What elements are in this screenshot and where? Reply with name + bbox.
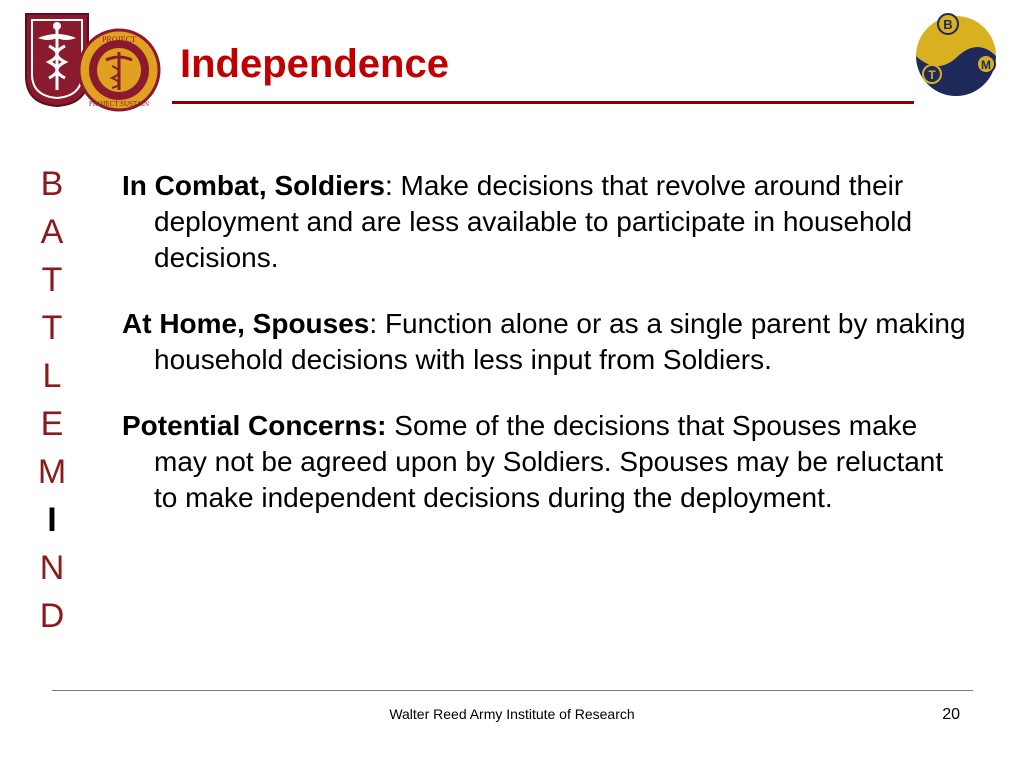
acronym-letter: L [42, 357, 62, 395]
slide-body [122, 168, 972, 546]
svg-text:PROJECT SUSTAIN: PROJECT SUSTAIN [88, 100, 150, 108]
page-number: 20 [942, 706, 960, 723]
bullet-at-home-spouses [122, 306, 972, 378]
bullet-label: In Combat, Soldiers [122, 170, 385, 201]
svg-text:B: B [943, 17, 953, 32]
bullet-text: Some of the decisions that Spouses make may not be agreed upon by Soldiers. Spouses may be reluctant to make independent decisions during the deployment. [154, 410, 944, 513]
acronym-letter: M [37, 453, 67, 491]
bullet-label: At Home, Spouses [122, 308, 370, 339]
bullet-in-combat-soldiers [122, 168, 972, 276]
bullet-text: Make decisions that revolve around their deployment and are less available to participate in household decisions. [154, 170, 913, 273]
acronym-letter: D [39, 597, 65, 635]
acronym-letter: N [39, 549, 65, 587]
bullet-label: Potential Concerns: [122, 410, 387, 441]
acronym-letter: T [41, 309, 63, 347]
acronym-letter: B [40, 165, 64, 203]
acronym-letter: E [40, 405, 64, 443]
bullet-text: Function alone or as a single parent by making household decisions with less input from Soldiers. [154, 308, 966, 375]
project-sustain-emblem-icon [76, 28, 162, 112]
footer-divider [52, 690, 973, 691]
slide-title: Independence [180, 42, 449, 86]
bullet-separator: : [369, 308, 385, 339]
title-underline [172, 101, 914, 104]
vertical-acronym [30, 160, 74, 640]
btm-yin-yang-logo-icon [908, 10, 1004, 98]
svg-text:PROJECT: PROJECT [102, 35, 136, 44]
svg-text:T: T [928, 68, 936, 82]
acronym-letter: A [40, 213, 64, 251]
acronym-letter-emphasized: I [47, 501, 57, 539]
acronym-letter: T [41, 261, 63, 299]
bullet-potential-concerns [122, 408, 972, 516]
footer-organization: Walter Reed Army Institute of Research [389, 706, 635, 722]
bullet-separator: : [384, 170, 401, 201]
svg-text:M: M [981, 58, 991, 72]
